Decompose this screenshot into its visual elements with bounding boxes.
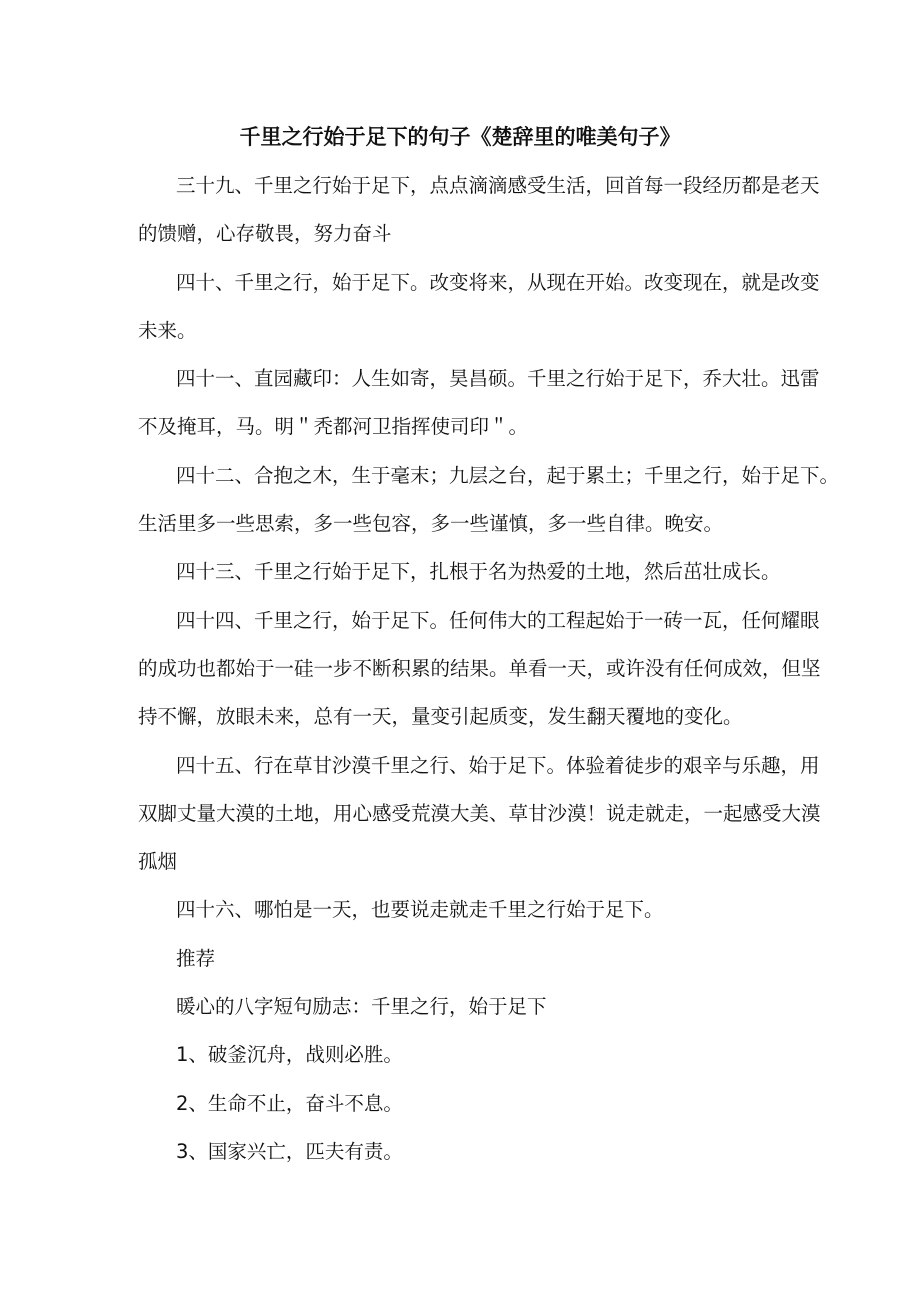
paragraph-line: 不及掩耳，马。明＂秃都河卫指挥使司印＂。 <box>138 415 529 439</box>
paragraph <box>138 548 790 596</box>
paragraph-line: 未来。 <box>138 318 197 342</box>
paragraph <box>138 162 820 259</box>
paragraph-line: 的成功也都始于一硅一步不断积累的结果。单看一天，或许没有任何成效，但坚 <box>138 656 821 680</box>
paragraph <box>138 1080 790 1128</box>
paragraph-line: 孤烟 <box>138 850 178 874</box>
paragraph-line: 生活里多一些思索，多一些包容，多一些谨慎，多一些自律。晚安。 <box>138 512 724 536</box>
paragraph <box>138 1128 790 1176</box>
paragraph-line: 四十一、直园藏印：人生如寄，昊昌硕。千里之行始于足下，乔大壮。迅雷 <box>176 367 820 391</box>
paragraph-line: 1、破釜沉舟，战则必胜。 <box>176 1043 403 1067</box>
paragraph-line: 3、国家兴亡，匹夫有责。 <box>176 1139 403 1163</box>
paragraph <box>138 935 790 983</box>
paragraph <box>138 886 790 934</box>
document-body <box>138 162 840 1176</box>
paragraph-line: 2、生命不止，奋斗不息。 <box>176 1091 403 1115</box>
paragraph-line: 三十九、千里之行始于足下，点点滴滴感受生活，回首每一段经历都是老天 <box>176 174 820 197</box>
paragraph-line: 四十五、行在草甘沙漠千里之行、始于足下。体验着徒步的艰辛与乐趣，用 <box>176 753 820 777</box>
paragraph <box>138 355 820 452</box>
document-title: 千里之行始于足下的句子《楚辞里的唯美句子》 <box>239 125 681 149</box>
paragraph-line: 持不懈，放眼未来，总有一天，量变引起质变，发生翻天覆地的变化。 <box>138 705 743 729</box>
paragraph <box>138 597 821 742</box>
paragraph <box>138 1031 790 1079</box>
paragraph-line: 四十三、千里之行始于足下，扎根于名为热爱的土地，然后茁壮成长。 <box>176 560 781 584</box>
paragraph-line: 推荐 <box>176 946 216 970</box>
paragraph-line: 四十四、千里之行，始于足下。任何伟大的工程起始于一砖一瓦，任何耀眼 <box>176 608 820 632</box>
paragraph <box>138 452 840 549</box>
paragraph-line: 的馈赠，心存敬畏，努力奋斗 <box>138 222 392 246</box>
paragraph <box>138 983 790 1031</box>
paragraph <box>138 259 820 356</box>
paragraph-line: 双脚丈量大漠的土地，用心感受荒漠大美、草甘沙漠！说走就走，一起感受大漠 <box>138 801 821 825</box>
paragraph <box>138 742 821 887</box>
paragraph-line: 暖心的八字短句励志：千里之行，始于足下 <box>176 995 547 1019</box>
paragraph-line: 四十二、合抱之木，生于毫末；九层之台，起于累土；千里之行，始于足下。 <box>176 463 840 487</box>
paragraph-line: 四十、千里之行，始于足下。改变将来，从现在开始。改变现在，就是改变 <box>176 270 820 294</box>
paragraph-line: 四十六、哪怕是一天，也要说走就走千里之行始于足下。 <box>176 898 664 922</box>
